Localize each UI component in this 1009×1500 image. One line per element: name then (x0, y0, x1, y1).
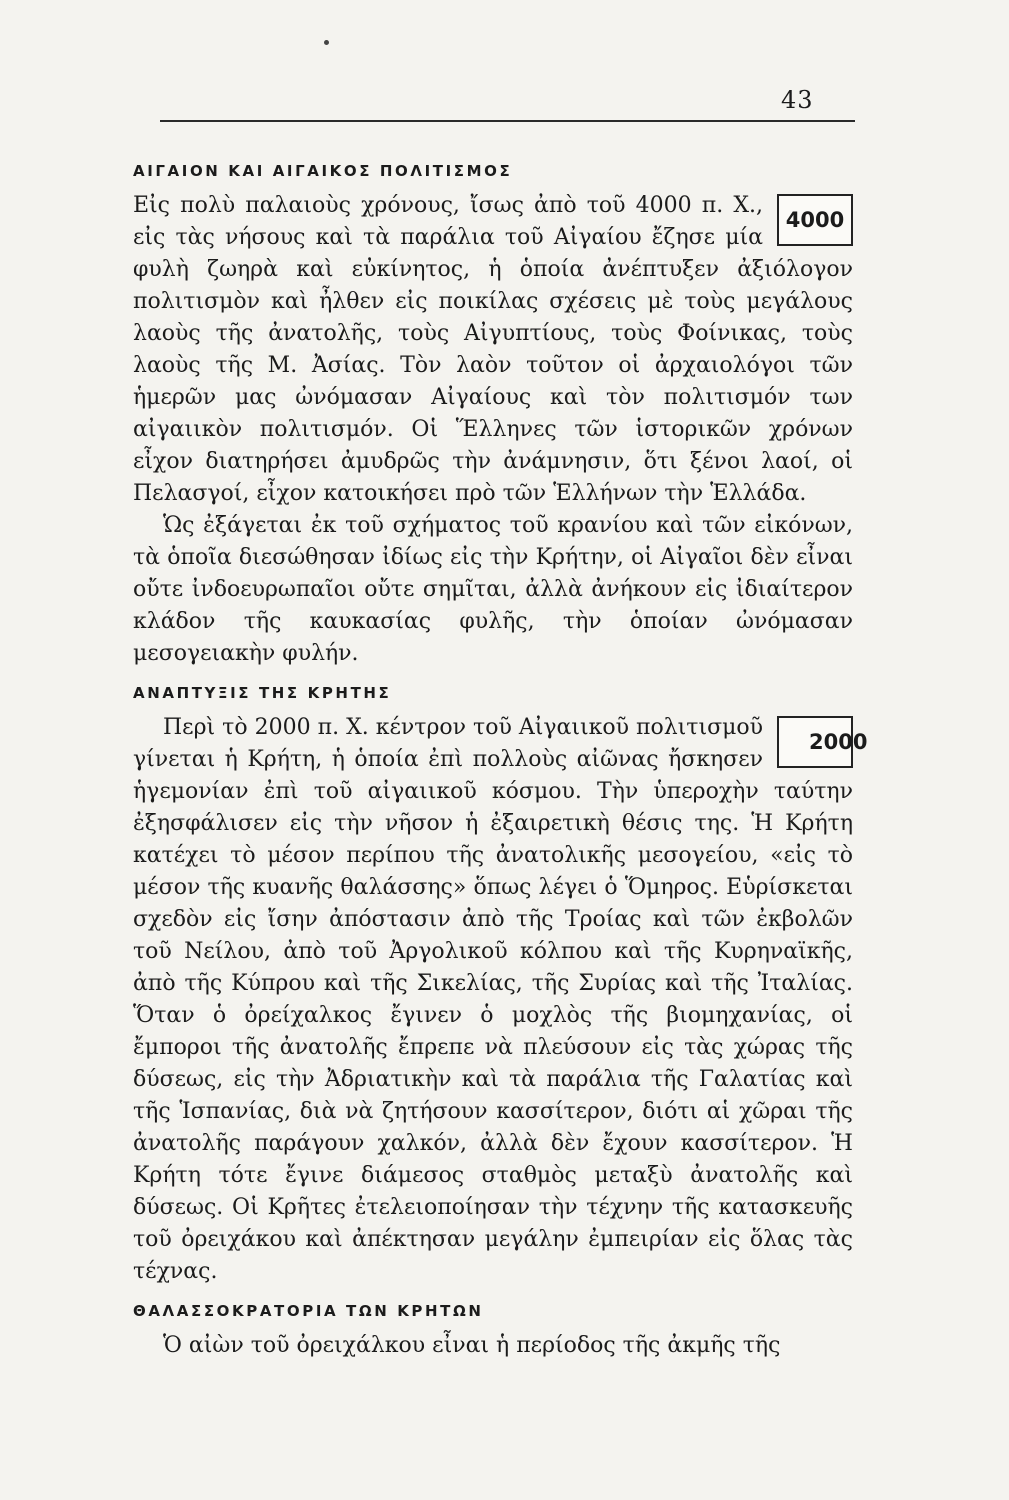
paragraph (133, 190, 853, 510)
paragraph: Ὡς ἐξάγεται ἐκ τοῦ σχήματος τοῦ κρανίου καὶ τῶν εἰκόνων, τὰ ὁποῖα διεσώθησαν ἰδίως εἰς τὴν Κρήτην, οἱ Αἰγαῖοι δὲν εἶναι οὔτε ἰνδοευρωπαῖοι οὔτε σημῖται, ἀλλὰ ἀνήκουν εἰς ἰδιαίτερον κλάδον τῆς καυκασίας φυλῆς, τὴν ὁποίαν ὠνόμασαν μεσογειακὴν φυλήν. (133, 513, 853, 666)
paragraph-text: Περὶ τὸ 2000 π. Χ. κέντρον τοῦ Αἰγαιικοῦ πολιτισμοῦ γίνεται ἡ Κρήτη, ἡ ὁποία ἐπὶ πολλοὺς αἰῶνας ἤσκησεν ἡγεμονίαν ἐπὶ τοῦ αἰγαιικοῦ κόσμου. Τὴν ὑπεροχὴν ταύτην ἐξησφάλισεν εἰς τὴν νῆσον ἡ ἐξαιρετικὴ θέσις της. Ἡ Κρήτη κατέχει τὸ μέσον περίπου τῆς ἀνατολικῆς μεσογείου, «εἰς τὸ μέσον τῆς κυανῆς θαλάσσης» ὅπως λέγει ὁ Ὅμηρος. Εὑρίσκεται σχεδὸν εἰς ἴσην ἀπόστασιν ἀπὸ τῆς Τροίας καὶ τῶν ἐκβολῶν τοῦ Νείλου, ἀπὸ τοῦ Ἀργολικοῦ κόλπου καὶ τῆς Κυρηναϊκῆς, ἀπὸ τῆς Κύπρου καὶ τῆς Σικελίας, τῆς Συρίας καὶ τῆς Ἰταλίας. Ὅταν ὁ ὀρείχαλκος ἔγινεν ὁ μοχλὸς τῆς βιομηχανίας, οἱ ἔμποροι τῆς ἀνατολῆς ἔπρεπε νὰ πλεύσουν εἰς τὰς χώρας τῆς δύσεως, εἰς τὴν Ἀδριατικὴν καὶ τὰ παράλια τῆς Γαλατίας καὶ τῆς Ἱσπανίας, διὰ νὰ ζητήσουν κασσίτερον, διότι αἱ χῶραι τῆς ἀνατολῆς παράγουν χαλκόν, ἀλλὰ δὲν ἔχουν κασσίτερον. Ἡ Κρήτη τότε ἔγινε διάμεσος σταθμὸς μεταξὺ ἀνατολῆς καὶ δύσεως. Οἱ Κρῆτες ἐτελειοποίησαν τὴν τέχνην τῆς κατασκευῆς τοῦ ὀρειχάκου καὶ ἀπέκτησαν μεγάλην ἐμπειρίαν εἰς ὅλας τὰς τέχνας. (133, 715, 853, 1284)
page-number: 43 (781, 86, 814, 114)
ink-speck (324, 40, 329, 45)
section-heading-aegean: ΑΙΓΑΙΟΝ ΚΑΙ ΑΙΓΑΙΚΟΣ ΠΟΛΙΤΙΣΜΟΣ (133, 162, 513, 180)
year-box-2000: 2000 (777, 716, 853, 768)
page-body (133, 162, 868, 1362)
paragraph (133, 712, 868, 1288)
section-heading-crete-development: ΑΝΑΠΤΥΞΙΣ ΤΗΣ ΚΡΗΤΗΣ (133, 684, 392, 702)
header-rule (160, 120, 855, 122)
paragraph-text: Εἰς πολὺ παλαιοὺς χρόνους, ἴσως ἀπὸ τοῦ 4000 π. Χ., εἰς τὰς νήσους καὶ τὰ παράλια τοῦ Αἰγαίου ἔζησε μία φυλὴ ζωηρὰ καὶ εὐκίνητος, ἡ ὁποία ἀνέπτυξεν ἀξιόλογον πολιτισμὸν καὶ ἦλθεν εἰς ποικίλας σχέσεις μὲ τοὺς μεγάλους λαοὺς τῆς ἀνατολῆς, τοὺς Αἰγυπτίους, τοὺς Φοίνικας, τοὺς λαοὺς τῆς Μ. Ἀσίας. Τὸν λαὸν τοῦτον οἱ ἀρχαιολόγοι τῶν ἡμερῶν μας ὠνόμασαν Αἰγαίους καὶ τὸν πολιτισμόν των αἰγαιικὸν πολιτισμόν. Οἱ Ἕλληνες τῶν ἱστορικῶν χρόνων εἶχον διατηρήσει ἀμυδρῶς τὴν ἀνάμνησιν, ὅτι ξένοι λαοί, οἱ Πελασγοί, εἶχον κατοικήσει πρὸ τῶν Ἑλλήνων τὴν Ἑλλάδα. (133, 193, 853, 506)
section-heading-cretan-thalassocracy: ΘΑΛΑΣΣΟΚΡΑΤΟΡΙΑ ΤΩΝ ΚΡΗΤΩΝ (133, 1302, 484, 1320)
year-box-4000: 4000 (777, 194, 853, 246)
paragraph: Ὁ αἰὼν τοῦ ὀρειχάλκου εἶναι ἡ περίοδος τῆς ἀκμῆς τῆς (163, 1333, 781, 1358)
